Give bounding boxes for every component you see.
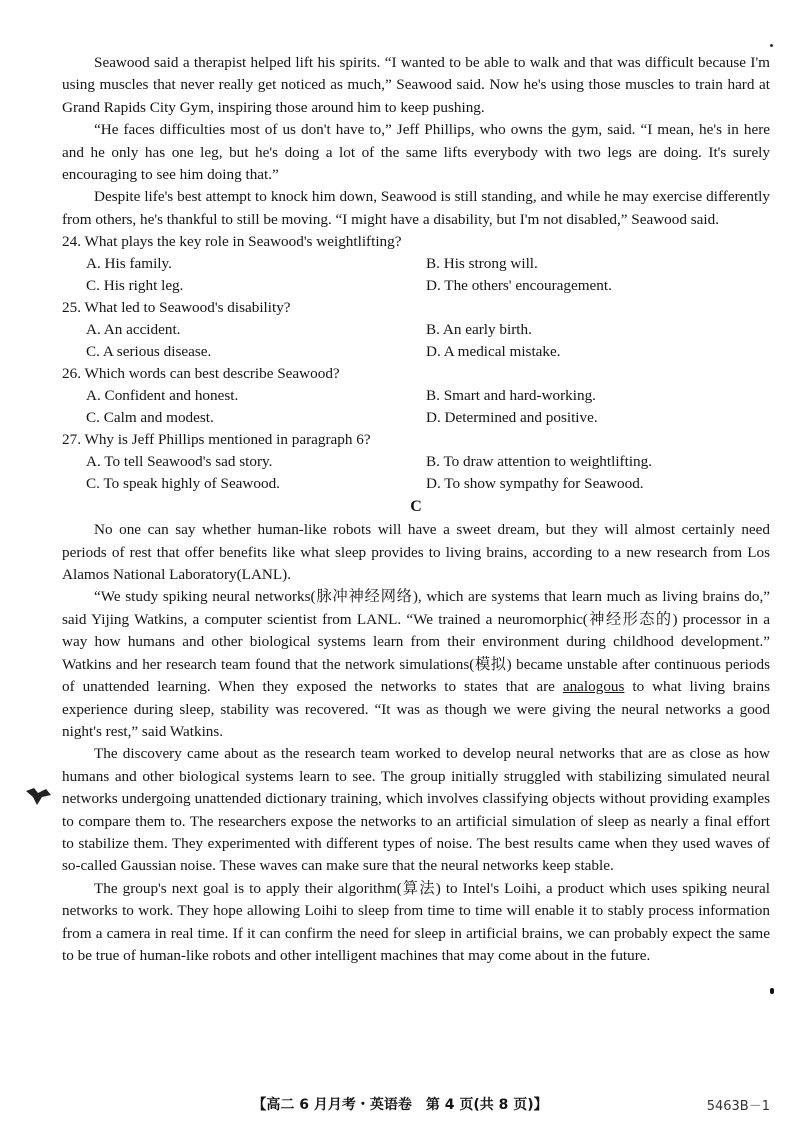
- option-b: B. Smart and hard-working.: [426, 387, 596, 405]
- option-c: C. To speak highly of Seawood.: [86, 475, 280, 493]
- option-d: D. Determined and positive.: [426, 409, 598, 427]
- option-a: A. To tell Seawood's sad story.: [86, 453, 273, 471]
- question-25: [62, 297, 770, 363]
- question-stem: 24. What plays the key role in Seawood's weightlifting?: [62, 233, 402, 251]
- paragraph: The discovery came about as the research team worked to develop neural networks that are as close as how humans and other biological systems learn to see. The group initially struggled with stabilizing simulated neural networks undergoing unattended dictionary training, which involves classifying objects without providing examples to compare them to. The researchers expose the networks to an artificial simulation of sleep as nearly a final effort to stabilize them. They experimented with different types of noise. The best results came when they used waves of so-called Gaussian noise. These waves can make sure that the neural networks keep stable.: [62, 745, 770, 875]
- option-d: D. The others' encouragement.: [426, 277, 612, 295]
- option-a: A. Confident and honest.: [86, 387, 239, 405]
- question-stem: 26. Which words can best describe Seawood?: [62, 365, 340, 383]
- question-27: [62, 429, 770, 495]
- question-26: [62, 363, 770, 429]
- paragraph: The group's next goal is to apply their algorithm(算法) to Intel's Loihi, a product which uses spiking neural networks to work. They hope allowing Loihi to sleep from time to time will enable it to stably process information from a camera in real time. If it can confirm the need for sleep in artificial brains, we can probably expect the same to be true of human-like robots and other intelligent machines that may come about in the future.: [62, 879, 770, 964]
- paragraph: “He faces difficulties most of us don't have to,” Jeff Phillips, who owns the gym, said. “I mean, he's in here and he only has one leg, but he's doing a lot of the same lifts everybody with two legs are doing. It's surely encouraging to see him doing that.”: [62, 121, 770, 184]
- question-stem: 27. Why is Jeff Phillips mentioned in paragraph 6?: [62, 431, 371, 449]
- dot-mark-icon: [770, 988, 774, 994]
- option-row: [62, 473, 770, 495]
- passage-b-ending: [62, 52, 770, 231]
- footer-page-info: 【高二 6 月月考・英语卷 第 4 页(共 8 页)】: [252, 1097, 548, 1113]
- option-row: [62, 341, 770, 363]
- underlined-word: analogous: [562, 678, 625, 696]
- passage-c: [62, 495, 770, 967]
- option-b: B. His strong will.: [426, 255, 538, 273]
- paragraph: Seawood said a therapist helped lift his spirits. “I wanted to be able to walk and that was difficult because I'm using muscles that never really get noticed as much,” Seawood said. Now he's using those muscles to train hard at Grand Rapids City Gym, inspiring those around him to keep pushing.: [62, 54, 770, 116]
- footer-code: 5463B－1: [706, 1099, 770, 1114]
- question-list: [62, 231, 770, 495]
- question-24: [62, 231, 770, 297]
- paragraph-text: “We study spiking neural networks(脉冲神经网络), which are systems that learn much as living brains do,” said Yijing Watkins, a computer scientist from LANL. “We trained a neuromorphic(神经形态的) processor in a way how humans and other biological systems learn from their environment during childhood development.” Watkins and her research team found that the network simulations(模拟) became unstable after continuous periods of unattended learning. When they exposed the networks to states that are: [62, 588, 770, 696]
- option-b: B. An early birth.: [426, 321, 532, 339]
- option-row: [62, 275, 770, 297]
- option-a: A. An accident.: [86, 321, 181, 339]
- pen-mark-icon: [24, 785, 54, 809]
- option-d: D. A medical mistake.: [426, 343, 561, 361]
- paragraph-text: to what living brains experience during sleep, stability was recovered. “It was as though we were giving the neural networks a good night's rest,” said Watkins.: [62, 678, 770, 740]
- paragraph: No one can say whether human-like robots will have a sweet dream, but they will almost certainly need periods of rest that offer benefits like what sleep provides to living brains, according to a new research from Los Alamos National Laboratory(LANL).: [62, 521, 770, 584]
- option-row: [62, 319, 770, 341]
- option-row: [62, 385, 770, 407]
- dot-mark-icon: [770, 44, 773, 47]
- option-d: D. To show sympathy for Seawood.: [426, 475, 644, 493]
- paragraph: Despite life's best attempt to knock him down, Seawood is still standing, and while he may exercise differently from others, he's thankful to still be moving. “I might have a disability, but I'm not disabled,” Seawood said.: [62, 188, 770, 228]
- content-area: [62, 52, 770, 967]
- paragraph: [62, 586, 770, 743]
- option-row: [62, 253, 770, 275]
- question-stem: 25. What led to Seawood's disability?: [62, 299, 291, 317]
- option-c: C. His right leg.: [86, 277, 184, 295]
- option-c: C. Calm and modest.: [86, 409, 214, 427]
- option-a: A. His family.: [86, 255, 172, 273]
- option-c: C. A serious disease.: [86, 343, 212, 361]
- option-b: B. To draw attention to weightlifting.: [426, 453, 653, 471]
- section-title: C: [410, 498, 422, 516]
- option-row: [62, 407, 770, 429]
- option-row: [62, 451, 770, 473]
